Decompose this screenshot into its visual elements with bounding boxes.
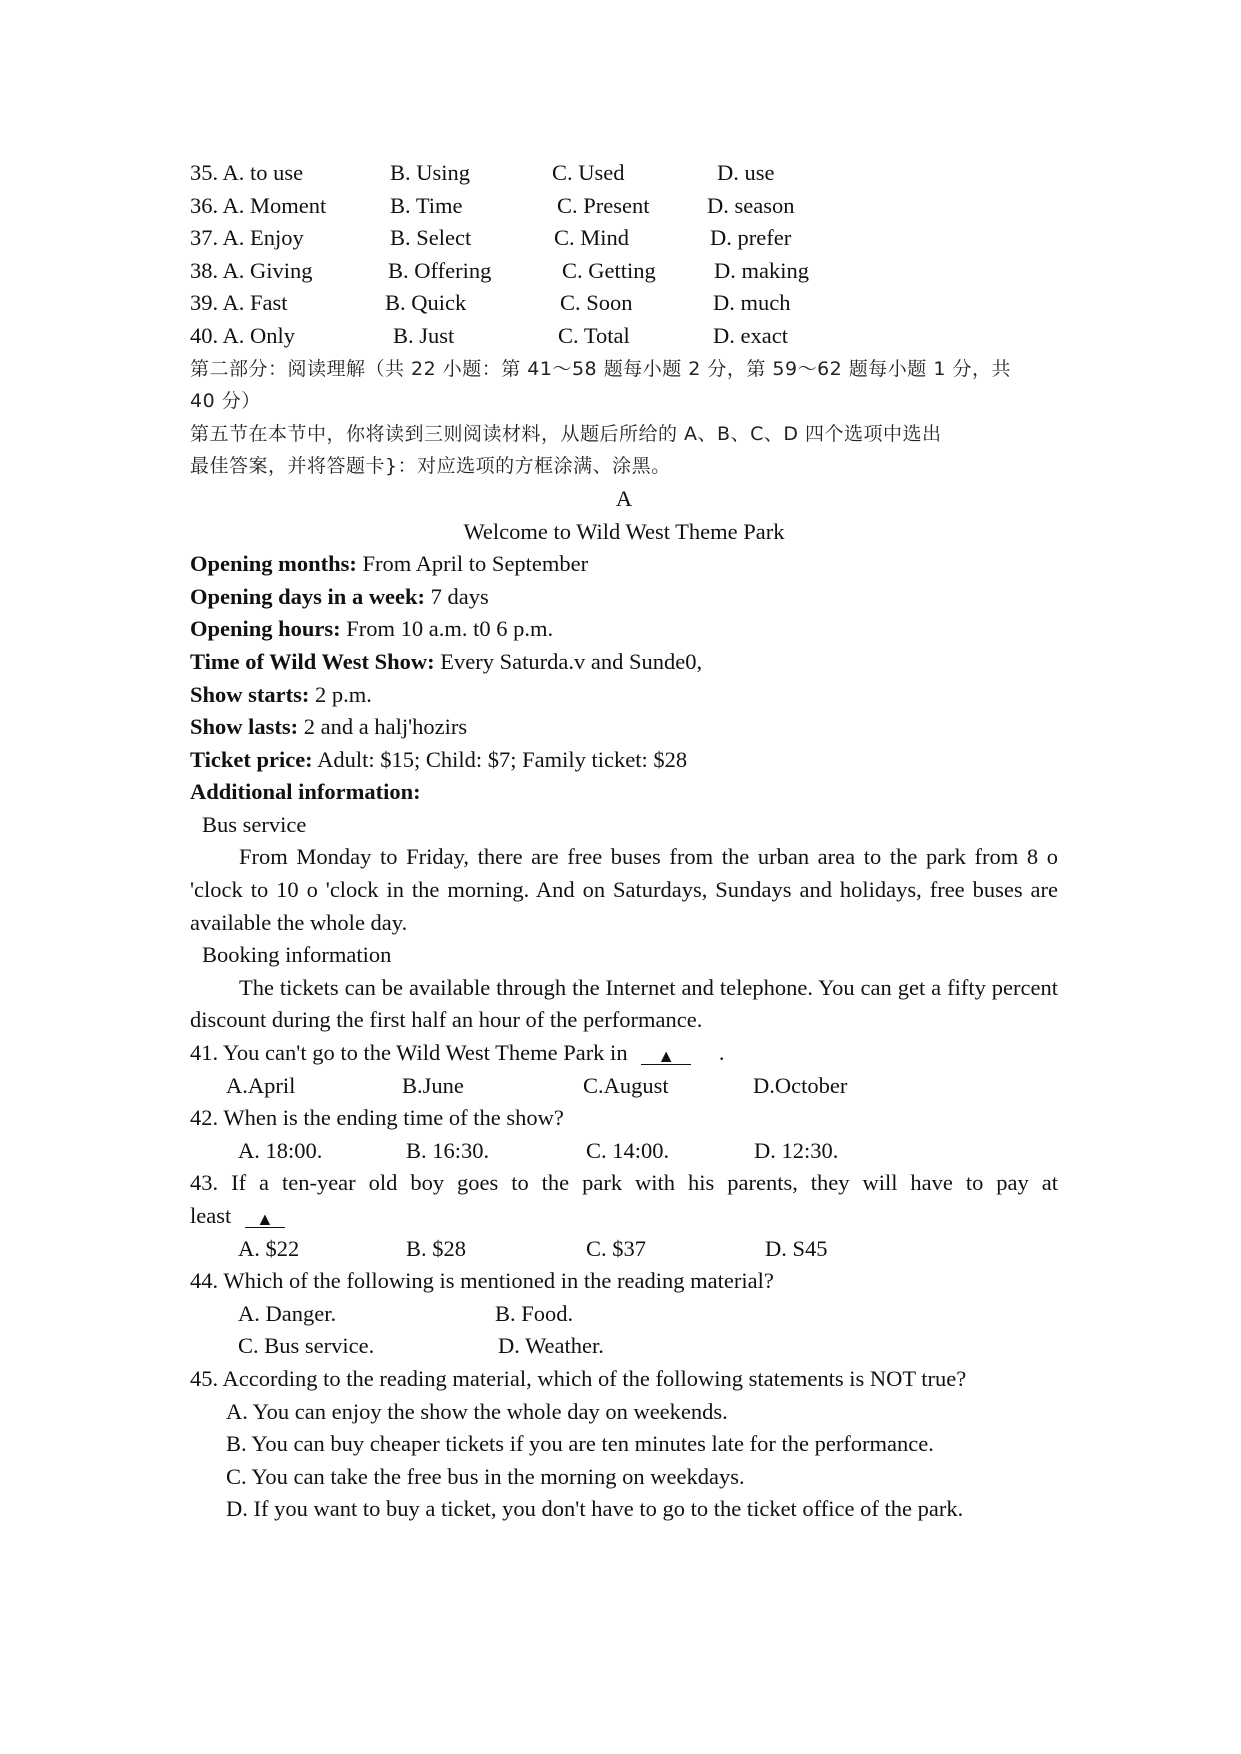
bus-service-paragraph: From Monday to Friday, there are free buses from the urban area to the park from 8 o 'clock to 10 o 'clock in the morning. And on Saturdays, Sundays and holidays, free buses are available the whole day. [190,844,1058,935]
option-a: A. 18:00. [238,1137,323,1163]
option-c: C.August [583,1072,669,1098]
question-43-cont [190,1200,1058,1233]
question-45: 45. According to the reading material, which of the following statements is NOT true? [190,1365,967,1391]
option-a: A. You can enjoy the show the whole day on weekends. [226,1398,728,1424]
option-b: B. Select [390,225,472,251]
question-44-options-row-1 [190,1298,1058,1331]
option-c: C. Bus service. [238,1333,375,1359]
cloze-row-40 [190,320,1058,353]
fact-opening-days [190,581,1058,614]
fact-ticket-price [190,744,1058,777]
option-c: C. Mind [554,225,630,251]
option-c: C. Soon [560,290,633,316]
option-a: A. $22 [238,1235,300,1261]
fact-opening-hours [190,613,1058,646]
fact-value: 2 and a halj'hozirs [298,714,468,740]
option-c: C. $37 [586,1235,647,1261]
option-d: D. much [713,290,791,316]
section-instruction-line-2: 最佳答案，并将答题卡}：对应选项的方框涂满、涂黑。 [190,455,671,478]
fact-label: Show lasts: [190,714,299,740]
option-a: A. Danger. [238,1300,337,1326]
option-d: D.October [753,1072,848,1098]
option-d: D. S45 [765,1235,828,1261]
option-b: B. Quick [385,290,467,316]
option-b: B. Food. [495,1300,574,1326]
option-d: D. use [717,160,775,185]
option-a: 36. A. Moment [190,192,327,218]
cloze-row-38 [190,255,1058,288]
option-b: B. Just [393,322,455,348]
booking-heading: Booking information [202,942,392,968]
additional-info-label [190,776,1058,809]
exam-page [190,157,1058,1526]
fact-value: 7 days [425,583,489,609]
option-b: B. You can buy cheaper tickets if you are ten minutes late for the performance. [226,1431,934,1457]
option-c: C. Total [558,322,630,348]
question-42-options [190,1135,1058,1168]
fact-label: Ticket price: [190,746,313,772]
booking-paragraph: The tickets can be available through the Internet and telephone. You can get a fifty percent [239,974,1058,1000]
question-44-options-row-2 [190,1330,1058,1363]
question-43-options [190,1233,1058,1266]
question-end: . [718,1040,725,1066]
option-b: B. 16:30. [406,1137,490,1163]
cloze-row-36 [190,190,1058,223]
cloze-row-39 [190,287,1058,320]
answer-blank: ▲ [641,1040,691,1065]
fact-value: Adult: $15; Child: $7; Family ticket: $28 [312,746,688,772]
option-a: 35. A. to use [190,160,304,185]
section-heading-line-1: 第二部分：阅读理解（共 22 小题：第 41～58 题每小题 2 分，第 59～62 题每小题 1 分，共 [190,357,1011,380]
option-a: 40. A. Only [190,322,296,348]
option-b: B. Time [390,192,463,218]
fact-show-time [190,646,1058,679]
fact-value: Every Saturda.v and Sunde0, [434,648,703,674]
option-a: 38. A. Giving [190,257,313,283]
option-a: A.April [226,1072,296,1098]
fact-label: Opening hours: [190,616,341,642]
fact-label: Time of Wild West Show: [190,648,435,674]
passage-title: Welcome to Wild West Theme Park [463,518,785,544]
fact-show-lasts [190,711,1058,744]
option-d: D. prefer [710,225,792,251]
fact-show-starts [190,679,1058,712]
additional-info-text: Additional information: [190,779,421,805]
answer-blank: ▲ [245,1203,285,1228]
question-42: 42. When is the ending time of the show? [190,1105,564,1131]
question-stem: 41. You can't go to the Wild West Theme Park in [190,1040,628,1066]
fact-label: Opening months: [190,551,357,577]
fact-value: From April to September [356,551,589,577]
section-heading-line-2: 40 分） [190,390,261,413]
bus-service-heading: Bus service [202,811,307,837]
question-41 [190,1037,1058,1070]
question-43: 43. If a ten-year old boy goes to the park with his parents, they will have to pay at [190,1170,1058,1196]
option-b: B. $28 [406,1235,467,1261]
option-c: C. Getting [562,257,656,283]
option-c: C. Present [557,192,650,218]
fact-value: 2 p.m. [309,681,372,707]
option-c: C. Used [552,160,625,185]
option-d: D. 12:30. [754,1137,839,1163]
option-d: D. making [714,257,809,283]
fact-label: Opening days in a week: [190,583,426,609]
option-a: 37. A. Enjoy [190,225,304,251]
cloze-row-37 [190,222,1058,255]
option-d: D. exact [713,322,788,348]
fact-label: Show starts: [190,681,310,707]
question-44: 44. Which of the following is mentioned in the reading material? [190,1268,774,1294]
fact-opening-months [190,548,1058,581]
option-b: B. Offering [388,257,492,283]
passage-letter: A [615,485,633,511]
option-d: D. Weather. [498,1333,604,1359]
section-instruction-line-1: 第五节在本节中，你将读到三则阅读材料，从题后所给的 A、B、C、D 四个选项中选出 [190,422,942,445]
cloze-row-35 [190,157,1058,190]
option-d: D. If you want to buy a ticket, you don't have to go to the ticket office of the park. [226,1496,964,1522]
option-b: B. Using [390,160,471,185]
option-d: D. season [707,192,795,218]
option-c: C. You can take the free bus in the morning on weekdays. [226,1463,745,1489]
option-a: 39. A. Fast [190,290,288,316]
booking-paragraph-end: discount during the first half an hour of the performance. [190,1007,703,1033]
option-c: C. 14:00. [586,1137,670,1163]
fact-value: From 10 a.m. t0 6 p.m. [340,616,554,642]
question-41-options [190,1070,1058,1103]
question-stem-cont: least [190,1203,232,1228]
option-b: B.June [402,1072,464,1098]
